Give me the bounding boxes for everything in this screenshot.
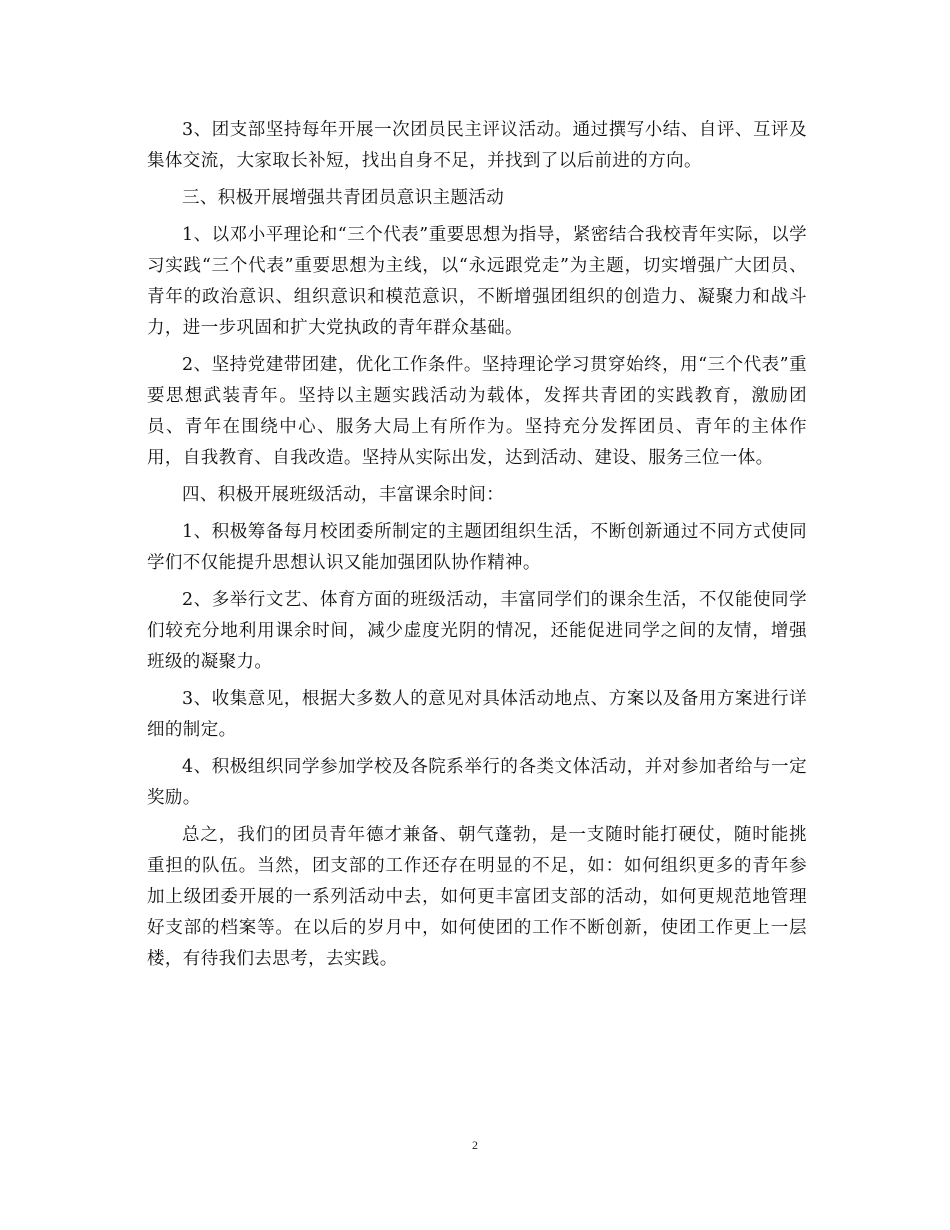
paragraph-sports-events: 4、积极组织同学参加学校及各院系举行的各类文体活动，并对参加者给与一定奖励。 [147,757,807,808]
paragraph-class-activities: 2、多举行文艺、体育方面的班级活动，丰富同学们的课余生活，不仅能使同学们较充分地利用课余时间，减少虚度光阴的情况，还能促进同学之间的友情，增强班级的凝聚力。 [147,590,807,672]
section-heading-four: 四、积极开展班级活动，丰富课余时间： [182,485,505,505]
paragraph-democratic-review: 3、团支部坚持每年开展一次团员民主评议活动。通过撰写小结、自评、互评及集体交流，大家取长补短，找出自身不足，并找到了以后前进的方向。 [147,120,807,171]
paragraph-collect-opinions: 3、收集意见，根据大多数人的意见对具体活动地点、方案以及备用方案进行详细的制定。 [147,689,807,740]
document-body [147,115,807,981]
page-number: 2 [472,1138,478,1152]
paragraph-party-building: 2、坚持党建带团建，优化工作条件。坚持理论学习贯穿始终，用“三个代表”重要思想武装青年。坚持以主题实践活动为载体，发挥共青团的实践教育，激励团员、青年在围绕中心、服务大局上有所作为。坚持充分发挥团员、青年的主体作用，自我教育、自我改造。坚持从实际出发，达到活动、建设、服务三位一体。 [147,355,807,468]
section-heading-three: 三、积极开展增强共青团员意识主题活动 [182,188,505,208]
paragraph-conclusion: 总之，我们的团员青年德才兼备、朝气蓬勃，是一支随时能打硬仗，随时能挑重担的队伍。当然，团支部的工作还存在明显的不足，如：如何组织更多的青年参加上级团委开展的一系列活动中去，如何更丰富团支部的活动，如何更规范地管理好支部的档案等。在以后的岁月中，如何使团的工作不断创新，使团工作更上一层楼，有待我们去思考，去实践。 [147,825,807,969]
paragraph-theory-guidance: 1、以邓小平理论和“三个代表”重要思想为指导，紧密结合我校青年实际，以学习实践“三个代表”重要思想为主线，以“永远跟党走”为主题，切实增强广大团员、青年的政治意识、组织意识和模范意识，不断增强团组织的创造力、凝聚力和战斗力，进一步巩固和扩大党执政的青年群众基础。 [147,225,807,338]
paragraph-monthly-activities: 1、积极筹备每月校团委所制定的主题团组织生活，不断创新通过不同方式使同学们不仅能提升思想认识又能加强团队协作精神。 [147,522,807,573]
